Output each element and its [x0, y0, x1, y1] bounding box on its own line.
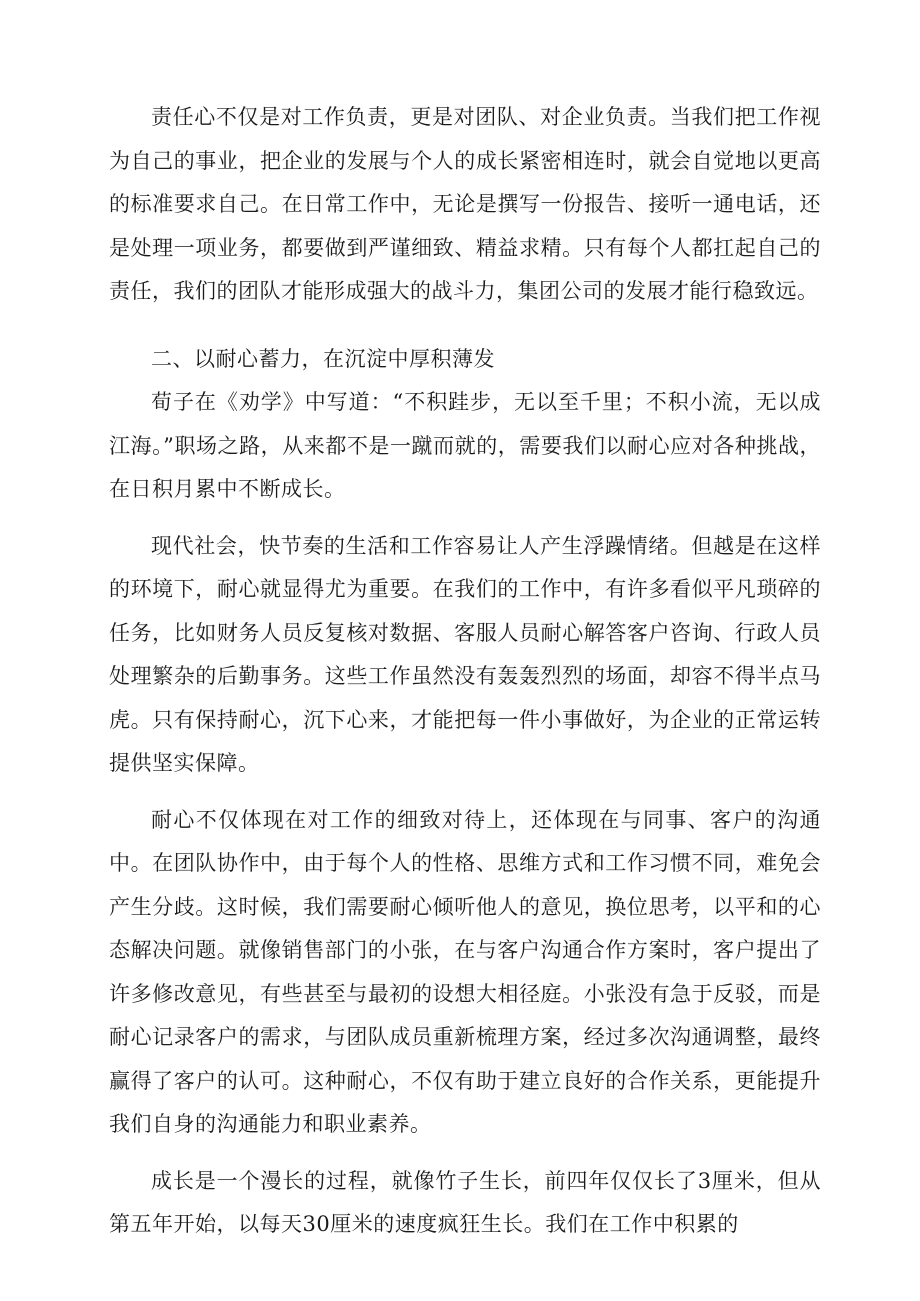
- paragraph-xunzi-quote: 荀子在《劝学》中写道：“不积跬步，无以至千里；不积小流，无以成江海。”职场之路，从来都不是一蹴而就的，需要我们以耐心应对各种挑战，在日积月累中不断成长。: [109, 390, 821, 501]
- paragraph-growth-bamboo: 成长是一个漫长的过程，就像竹子生长，前四年仅仅长了3厘米，但从第五年开始，以每天30厘米的速度疯狂生长。我们在工作中积累的: [109, 1168, 821, 1236]
- section-heading: 二、以耐心蓄力，在沉淀中厚积薄发: [151, 346, 495, 371]
- paragraph-responsibility: 责任心不仅是对工作负责，更是对团队、对企业负责。当我们把工作视为自己的事业，把企业的发展与个人的成长紧密相连时，就会自觉地以更高的标准要求自己。在日常工作中，无论是撰写一份报告、接听一通电话，还是处理一项业务，都要做到严谨细致、精益求精。只有每个人都扛起自己的责任，我们的团队才能形成强大的战斗力，集团公司的发展才能行稳致远。: [109, 105, 821, 303]
- document-body: [109, 96, 821, 1247]
- paragraph-patience-communication: 耐心不仅体现在对工作的细致对待上，还体现在与同事、客户的沟通中。在团队协作中，由于每个人的性格、思维方式和工作习惯不同，难免会产生分歧。这时候，我们需要耐心倾听他人的意见，换位思考，以平和的心态解决问题。就像销售部门的小张，在与客户沟通合作方案时，客户提出了许多修改意见，有些甚至与最初的设想大相径庭。小张没有急于反驳，而是耐心记录客户的需求，与团队成员重新梳理方案，经过多次沟通调整，最终赢得了客户的认可。这种耐心，不仅有助于建立良好的合作关系，更能提升我们自身的沟通能力和职业素养。: [109, 807, 821, 1136]
- paragraph-modern-society: 现代社会，快节奏的生活和工作容易让人产生浮躁情绪。但越是在这样的环境下，耐心就显得尤为重要。在我们的工作中，有许多看似平凡琐碎的任务，比如财务人员反复核对数据、客服人员耐心解答客户咨询、行政人员处理繁杂的后勤事务。这些工作虽然没有轰轰烈烈的场面，却容不得半点马虎。只有保持耐心，沉下心来，才能把每一件小事做好，为企业的正常运转提供坚实保障。: [109, 533, 821, 775]
